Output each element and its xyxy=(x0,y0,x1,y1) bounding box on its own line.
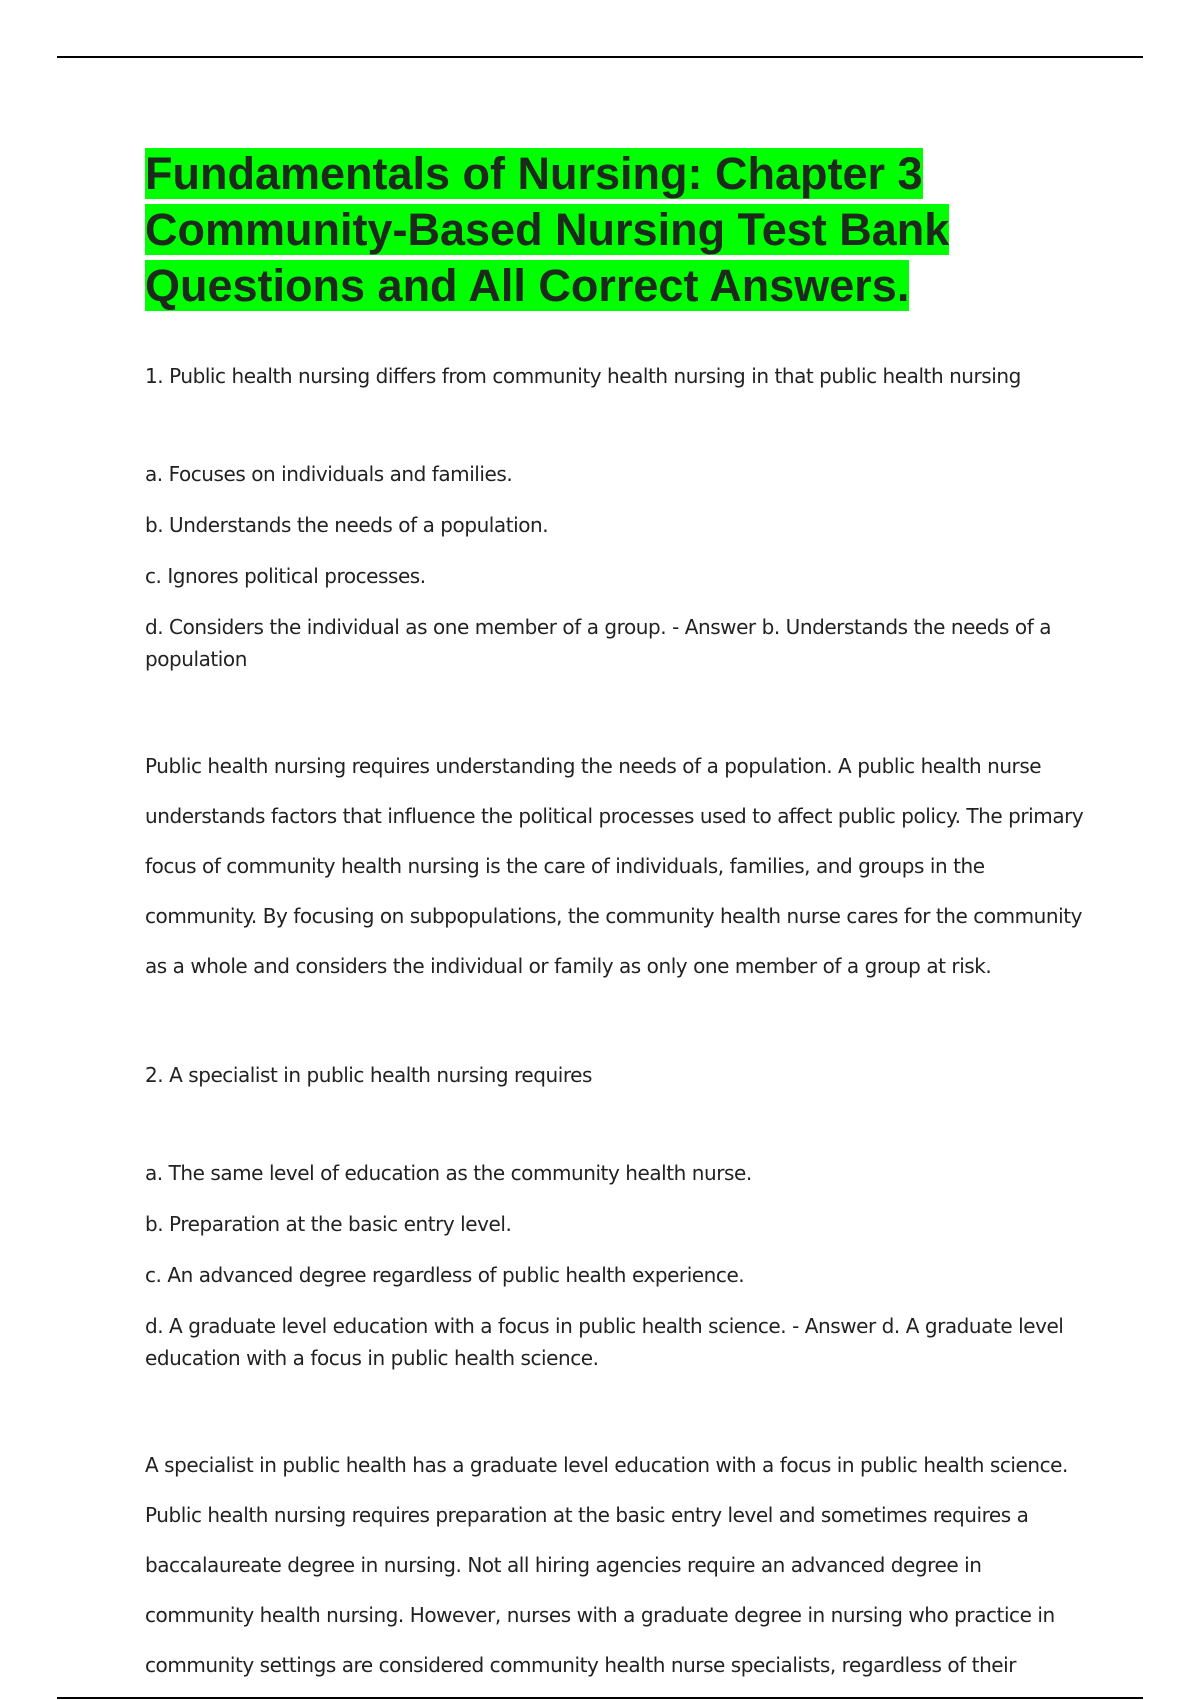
title-line-2: Community-Based Nursing Test Bank xyxy=(145,204,950,255)
answer-rationale: Public health nursing requires understanding the needs of a population. A public health nurse understands factors that influence the political processes used to affect public policy. The primary focus of community health nursing is the care of individuals, families, and groups in the community. By focusing on subpopulations, the community health nurse cares for the community as a whole and considers the individual or family as only one member of a group at risk. xyxy=(145,754,1084,978)
question-1 xyxy=(145,360,1095,991)
question-2 xyxy=(145,1059,1095,1690)
option-d-with-answer: d. A graduate level education with a focus in public health science. - Answer d. A graduate level education with a focus in public health science. xyxy=(145,1314,1064,1370)
option-a: a. Focuses on individuals and families. xyxy=(145,462,513,486)
question-stem: 2. A specialist in public health nursing requires xyxy=(145,1063,592,1087)
answer-options xyxy=(145,1157,1095,1374)
option-c: c. Ignores political processes. xyxy=(145,564,426,588)
question-stem: 1. Public health nursing differs from community health nursing in that public health nursing xyxy=(145,364,1021,388)
header-rule xyxy=(57,56,1143,58)
option-b: b. Understands the needs of a population. xyxy=(145,513,549,537)
title-line-1: Fundamentals of Nursing: Chapter 3 xyxy=(145,148,923,199)
answer-options xyxy=(145,458,1095,675)
footer-rule xyxy=(57,1697,1143,1699)
option-d-with-answer: d. Considers the individual as one member of a group. - Answer b. Understands the needs of a population xyxy=(145,615,1052,671)
document-title xyxy=(145,146,1095,314)
option-c: c. An advanced degree regardless of public health experience. xyxy=(145,1263,745,1287)
title-line-3: Questions and All Correct Answers. xyxy=(145,260,910,311)
option-a: a. The same level of education as the community health nurse. xyxy=(145,1161,752,1185)
answer-rationale: A specialist in public health has a graduate level education with a focus in public health science. Public health nursing requires preparation at the basic entry level and sometimes requires a baccalaureate degree in nursing. Not all hiring agencies require an advanced degree in community health nursing. However, nurses with a graduate degree in nursing who practice in community settings are considered community health nurse specialists, regardless of their xyxy=(145,1453,1068,1677)
option-b: b. Preparation at the basic entry level. xyxy=(145,1212,512,1236)
document-body xyxy=(145,146,1095,1697)
